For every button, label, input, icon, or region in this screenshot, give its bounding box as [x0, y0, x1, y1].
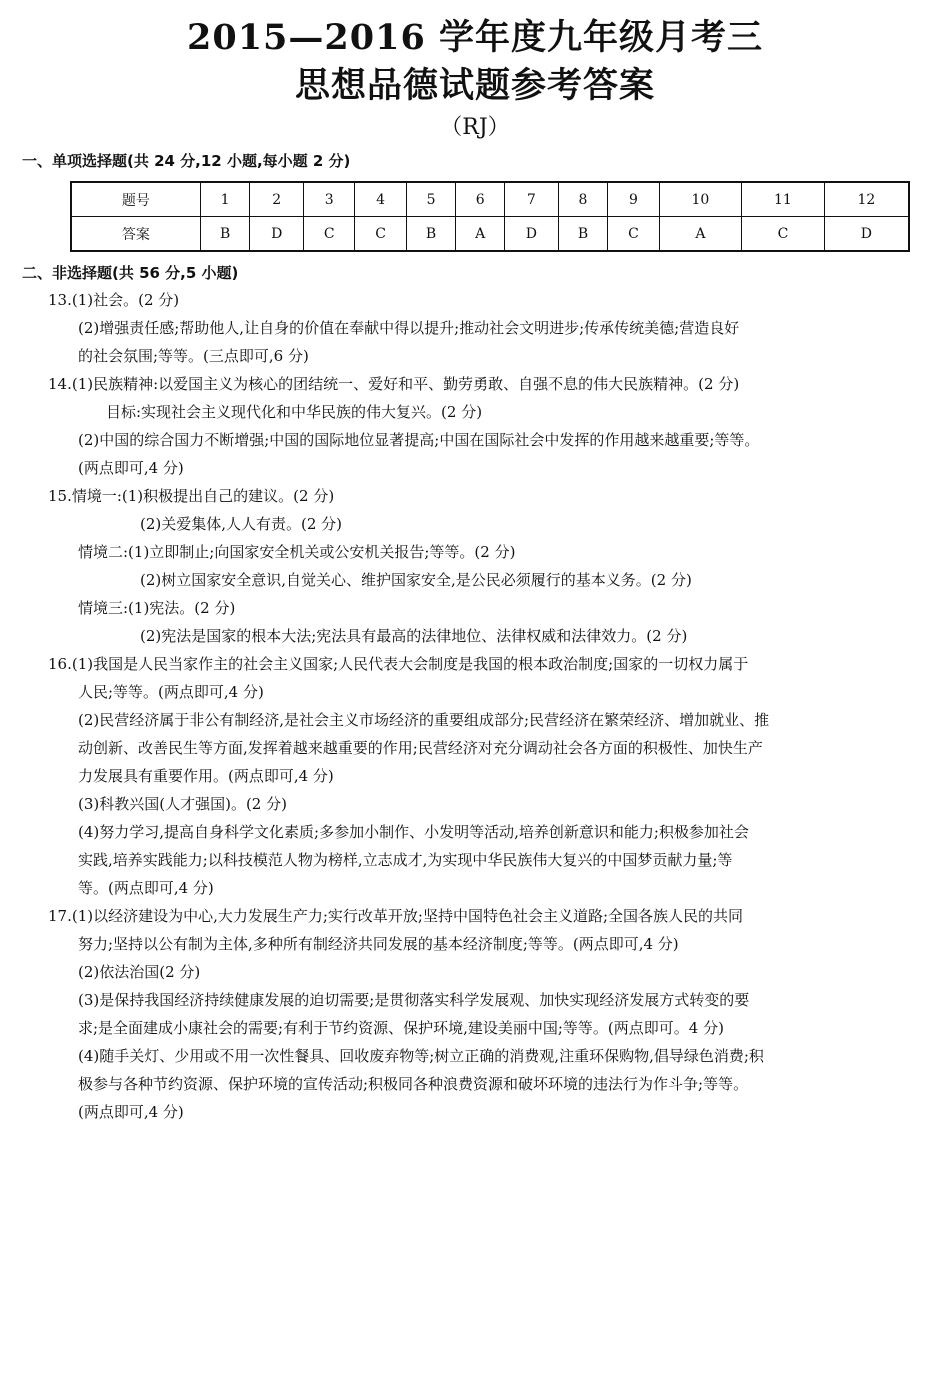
table-row-numbers [71, 182, 909, 217]
answer-line: (2)民营经济属于非公有制经济,是社会主义市场经济的重要组成部分;民营经济在繁荣经济、增加就业、推 [78, 711, 770, 729]
answer-line: (2)增强责任感;帮助他人,让自身的价值在奉献中得以提升;推动社会文明进步;传承传统美德;营造良好 [78, 319, 740, 337]
answer-line: 14.(1)民族精神:以爱国主义为核心的团结统一、爱好和平、勤劳勇敢、自强不息的伟大民族精神。(2 分) [48, 375, 740, 393]
row-label-number: 题号 [71, 182, 200, 217]
answer-line: (两点即可,4 分) [78, 459, 184, 477]
answer-line: 求;是全面建成小康社会的需要;有利于节约资源、保护环境,建设美丽中国;等等。(两点即可。4 分) [78, 1019, 724, 1037]
question-number: 10 [659, 182, 742, 217]
section1-heading: 一、单项选择题(共 24 分,12 小题,每小题 2 分) [22, 152, 351, 170]
answer-line: 努力;坚持以公有制为主体,多种所有制经济共同发展的基本经济制度;等等。(两点即可,4 分) [78, 935, 679, 953]
table-row-answers [71, 217, 909, 252]
answer-cell: B [406, 217, 456, 252]
title-line-1: 2015—2016 学年度九年级月考三 [186, 17, 763, 58]
answer-line: 情境二:(1)立即制止;向国家安全机关或公安机关报告;等等。(2 分) [78, 543, 516, 561]
answer-cell: C [742, 217, 825, 252]
answer-line: 16.(1)我国是人民当家作主的社会主义国家;人民代表大会制度是我国的根本政治制度;国家的一切权力属于 [48, 655, 749, 673]
answer-cell: C [304, 217, 355, 252]
answer-line: 极参与各种节约资源、保护环境的宣传活动;积极同各种浪费资源和破坏环境的违法行为作斗争;等等。 [78, 1075, 749, 1093]
section2-heading: 二、非选择题(共 56 分,5 小题) [22, 264, 239, 282]
answer-line: 力发展具有重要作用。(两点即可,4 分) [78, 767, 334, 785]
answer-line: 13.(1)社会。(2 分) [48, 291, 180, 309]
answer-cell: D [250, 217, 304, 252]
answer-line: (两点即可,4 分) [78, 1103, 184, 1121]
edition-label: （RJ） [440, 115, 510, 140]
question-number: 9 [608, 182, 659, 217]
question-number: 4 [355, 182, 406, 217]
answer-line: (2)宪法是国家的根本大法;宪法具有最高的法律地位、法律权威和法律效力。(2 分) [140, 627, 688, 645]
question-number: 6 [456, 182, 505, 217]
answer-line: (4)随手关灯、少用或不用一次性餐具、回收废弃物等;树立正确的消费观,注重环保购物,倡导绿色消费;积 [78, 1047, 764, 1065]
answer-line: 动创新、改善民生等方面,发挥着越来越重要的作用;民营经济对充分调动社会各方面的积极性、加快生产 [78, 739, 763, 757]
answer-table [70, 181, 910, 252]
answer-line: (3)科教兴国(人才强国)。(2 分) [78, 795, 287, 813]
answer-cell: A [659, 217, 742, 252]
answer-line: 的社会氛围;等等。(三点即可,6 分) [78, 347, 309, 365]
answer-line: 等。(两点即可,4 分) [78, 879, 214, 897]
answer-line: (2)依法治国(2 分) [78, 963, 201, 981]
answer-line: (2)树立国家安全意识,自觉关心、维护国家安全,是公民必须履行的基本义务。(2 分) [140, 571, 692, 589]
question-number: 11 [742, 182, 825, 217]
answer-cell: D [505, 217, 559, 252]
answer-cell: B [558, 217, 608, 252]
title-line-2: 思想品德试题参考答案 [294, 65, 655, 106]
answer-line: (4)努力学习,提高自身科学文化素质;多参加小制作、小发明等活动,培养创新意识和能力;积极参加社会 [78, 823, 749, 841]
answer-cell: D [824, 217, 909, 252]
answer-line: 目标:实现社会主义现代化和中华民族的伟大复兴。(2 分) [106, 403, 483, 421]
answer-line: 15.情境一:(1)积极提出自己的建议。(2 分) [48, 487, 335, 505]
answer-cell: C [608, 217, 659, 252]
question-number: 8 [558, 182, 608, 217]
answer-line: 情境三:(1)宪法。(2 分) [78, 599, 236, 617]
answer-cell: B [200, 217, 250, 252]
answer-cell: C [355, 217, 406, 252]
row-label-answer: 答案 [71, 217, 200, 252]
answer-line: 实践,培养实践能力;以科技模范人物为榜样,立志成才,为实现中华民族伟大复兴的中国梦贡献力量;等 [78, 851, 733, 869]
answer-line: 17.(1)以经济建设为中心,大力发展生产力;实行改革开放;坚持中国特色社会主义道路;全国各族人民的共同 [48, 907, 744, 925]
answer-line: (2)中国的综合国力不断增强;中国的国际地位显著提高;中国在国际社会中发挥的作用越来越重要;等等。 [78, 431, 760, 449]
answer-cell: A [456, 217, 505, 252]
answer-line: (2)关爱集体,人人有责。(2 分) [140, 515, 343, 533]
question-number: 12 [824, 182, 909, 217]
question-number: 1 [200, 182, 250, 217]
question-number: 5 [406, 182, 456, 217]
question-number: 3 [304, 182, 355, 217]
answer-line: 人民;等等。(两点即可,4 分) [78, 683, 264, 701]
question-number: 2 [250, 182, 304, 217]
answer-line: (3)是保持我国经济持续健康发展的迫切需要;是贯彻落实科学发展观、加快实现经济发展方式转变的要 [78, 991, 750, 1009]
question-number: 7 [505, 182, 559, 217]
